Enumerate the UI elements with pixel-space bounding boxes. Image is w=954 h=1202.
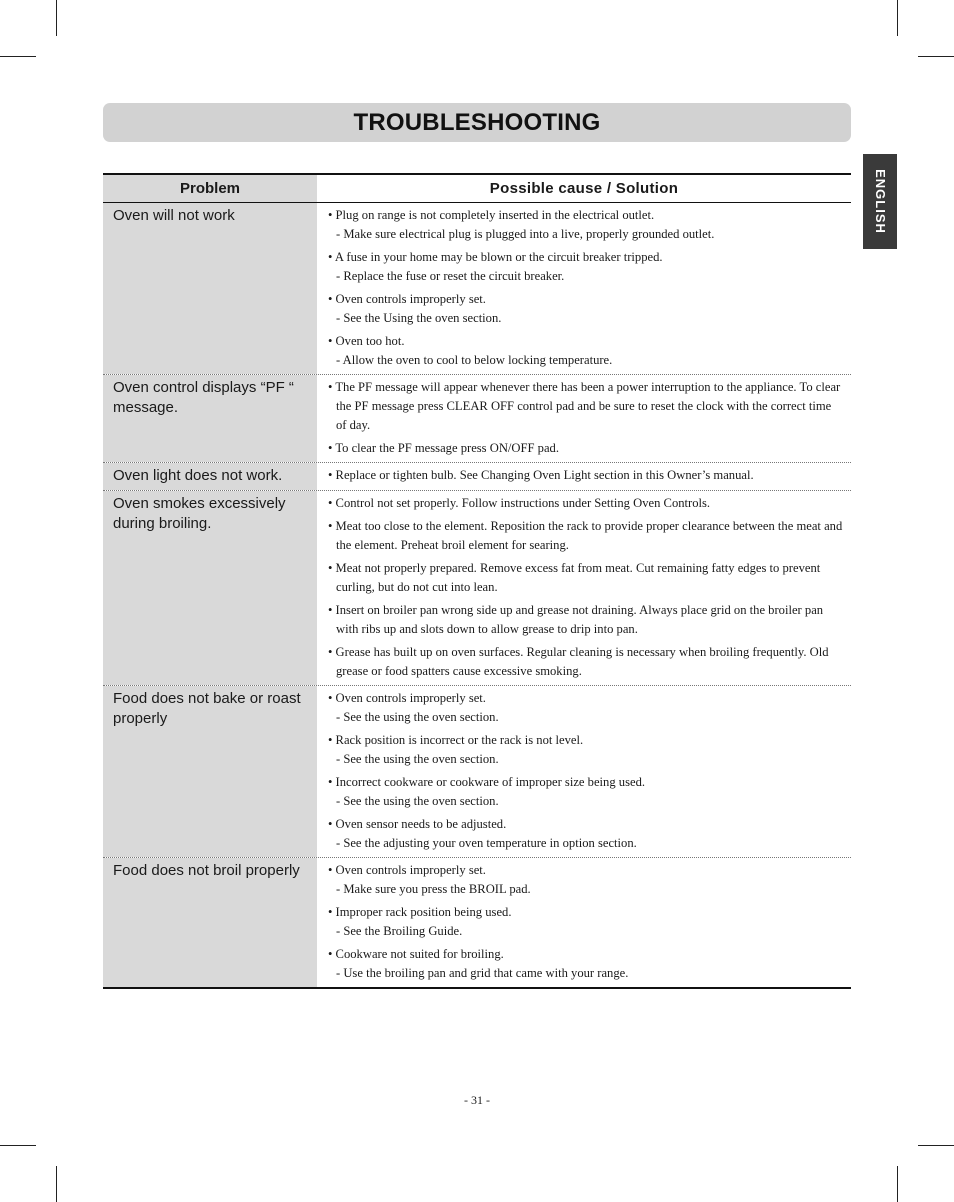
- cause-text: • A fuse in your home may be blown or the circuit breaker tripped.: [328, 250, 663, 264]
- solution-cell: [317, 463, 851, 490]
- solution-item: [328, 815, 843, 853]
- cause-text: • To clear the PF message press ON/OFF pad.: [328, 441, 560, 455]
- cause-text: • Meat too close to the element. Reposition the rack to provide proper clearance between the meat and the element. Preheat broil element for searing.: [328, 519, 843, 552]
- solution-item: [328, 689, 843, 727]
- solution-cell: [317, 491, 851, 685]
- solution-text: - See the using the oven section.: [336, 752, 499, 766]
- cause-text: • Meat not properly prepared. Remove excess fat from meat. Cut remaining fatty edges to prevent curling, but do not cut into lean.: [328, 561, 821, 594]
- table-row: [103, 491, 851, 686]
- solution-item: [328, 559, 843, 597]
- crop-mark: [0, 56, 36, 57]
- header-solution: Possible cause / Solution: [489, 180, 679, 197]
- crop-mark: [56, 1166, 57, 1202]
- solution-cell: [317, 686, 851, 857]
- table-row: [103, 858, 851, 987]
- solution-item: [328, 494, 843, 513]
- table-row: [103, 463, 851, 491]
- cause-text: • Oven controls improperly set.: [328, 863, 486, 877]
- solution-text: - See the adjusting your oven temperature in option section.: [336, 836, 637, 850]
- table-header: [103, 175, 851, 203]
- solution-text: - Make sure you press the BROIL pad.: [336, 882, 531, 896]
- crop-mark: [56, 0, 57, 36]
- problem-cell: Oven smokes excessively during broiling.: [103, 491, 317, 685]
- cause-text: • Rack position is incorrect or the rack is not level.: [328, 733, 584, 747]
- solution-text: - Allow the oven to cool to below locking temperature.: [336, 353, 613, 367]
- cause-text: • Incorrect cookware or cookware of improper size being used.: [328, 775, 646, 789]
- solution-item: [328, 601, 843, 639]
- title-bar: [103, 103, 851, 142]
- solution-text: - Replace the fuse or reset the circuit breaker.: [336, 269, 565, 283]
- cause-text: • Oven controls improperly set.: [328, 691, 486, 705]
- solution-item: [328, 378, 843, 435]
- cause-text: • Oven sensor needs to be adjusted.: [328, 817, 507, 831]
- language-tab-label: ENGLISH: [872, 169, 888, 234]
- cause-text: • Oven controls improperly set.: [328, 292, 486, 306]
- table-row: [103, 203, 851, 375]
- cause-text: • Grease has built up on oven surfaces. Regular cleaning is necessary when broiling frequently. Old grease or food spatters cause excessive smoking.: [328, 645, 829, 678]
- solution-text: - Use the broiling pan and grid that came with your range.: [336, 966, 629, 980]
- solution-text: - Make sure electrical plug is plugged into a live, properly grounded outlet.: [336, 227, 715, 241]
- problem-cell: Oven control displays “PF “ message.: [103, 375, 317, 462]
- solution-item: [328, 206, 843, 244]
- solution-cell: [317, 375, 851, 462]
- solution-item: [328, 290, 843, 328]
- solution-cell: [317, 203, 851, 374]
- solution-text: - See the Using the oven section.: [336, 311, 502, 325]
- table-row: [103, 375, 851, 463]
- solution-item: [328, 332, 843, 370]
- solution-text: - See the Broiling Guide.: [336, 924, 463, 938]
- header-problem: Problem: [103, 175, 317, 202]
- table-row: [103, 686, 851, 858]
- solution-cell: [317, 858, 851, 987]
- crop-mark: [0, 1145, 36, 1146]
- solution-item: [328, 466, 843, 485]
- solution-text: - See the using the oven section.: [336, 794, 499, 808]
- solution-item: [328, 439, 843, 458]
- problem-cell: Oven will not work: [103, 203, 317, 374]
- cause-text: • Cookware not suited for broiling.: [328, 947, 504, 961]
- crop-mark: [918, 1145, 954, 1146]
- solution-text: - See the using the oven section.: [336, 710, 499, 724]
- problem-cell: Food does not broil properly: [103, 858, 317, 987]
- page-number: - 31 -: [464, 1093, 490, 1107]
- cause-text: • Control not set properly. Follow instructions under Setting Oven Controls.: [328, 496, 711, 510]
- solution-item: [328, 773, 843, 811]
- solution-item: [328, 643, 843, 681]
- crop-mark: [897, 1166, 898, 1202]
- solution-item: [328, 731, 843, 769]
- problem-cell: Food does not bake or roast properly: [103, 686, 317, 857]
- solution-item: [328, 945, 843, 983]
- troubleshooting-table: [103, 173, 851, 989]
- cause-text: • Improper rack position being used.: [328, 905, 512, 919]
- crop-mark: [918, 56, 954, 57]
- language-tab: [863, 154, 897, 249]
- solution-item: [328, 861, 843, 899]
- cause-text: • Replace or tighten bulb. See Changing Oven Light section in this Owner’s manual.: [328, 468, 754, 482]
- cause-text: • Plug on range is not completely inserted in the electrical outlet.: [328, 208, 655, 222]
- problem-cell: Oven light does not work.: [103, 463, 317, 490]
- solution-item: [328, 903, 843, 941]
- cause-text: • Oven too hot.: [328, 334, 405, 348]
- solution-item: [328, 248, 843, 286]
- cause-text: • The PF message will appear whenever there has been a power interruption to the appliance. To clear the PF message press CLEAR OFF control pad and be sure to reset the clock with the correct time of day.: [328, 380, 841, 432]
- crop-mark: [897, 0, 898, 36]
- cause-text: • Insert on broiler pan wrong side up and grease not draining. Always place grid on the broiler pan with ribs up and slots down to allow grease to drip into pan.: [328, 603, 824, 636]
- page-title: TROUBLESHOOTING: [353, 108, 601, 136]
- solution-item: [328, 517, 843, 555]
